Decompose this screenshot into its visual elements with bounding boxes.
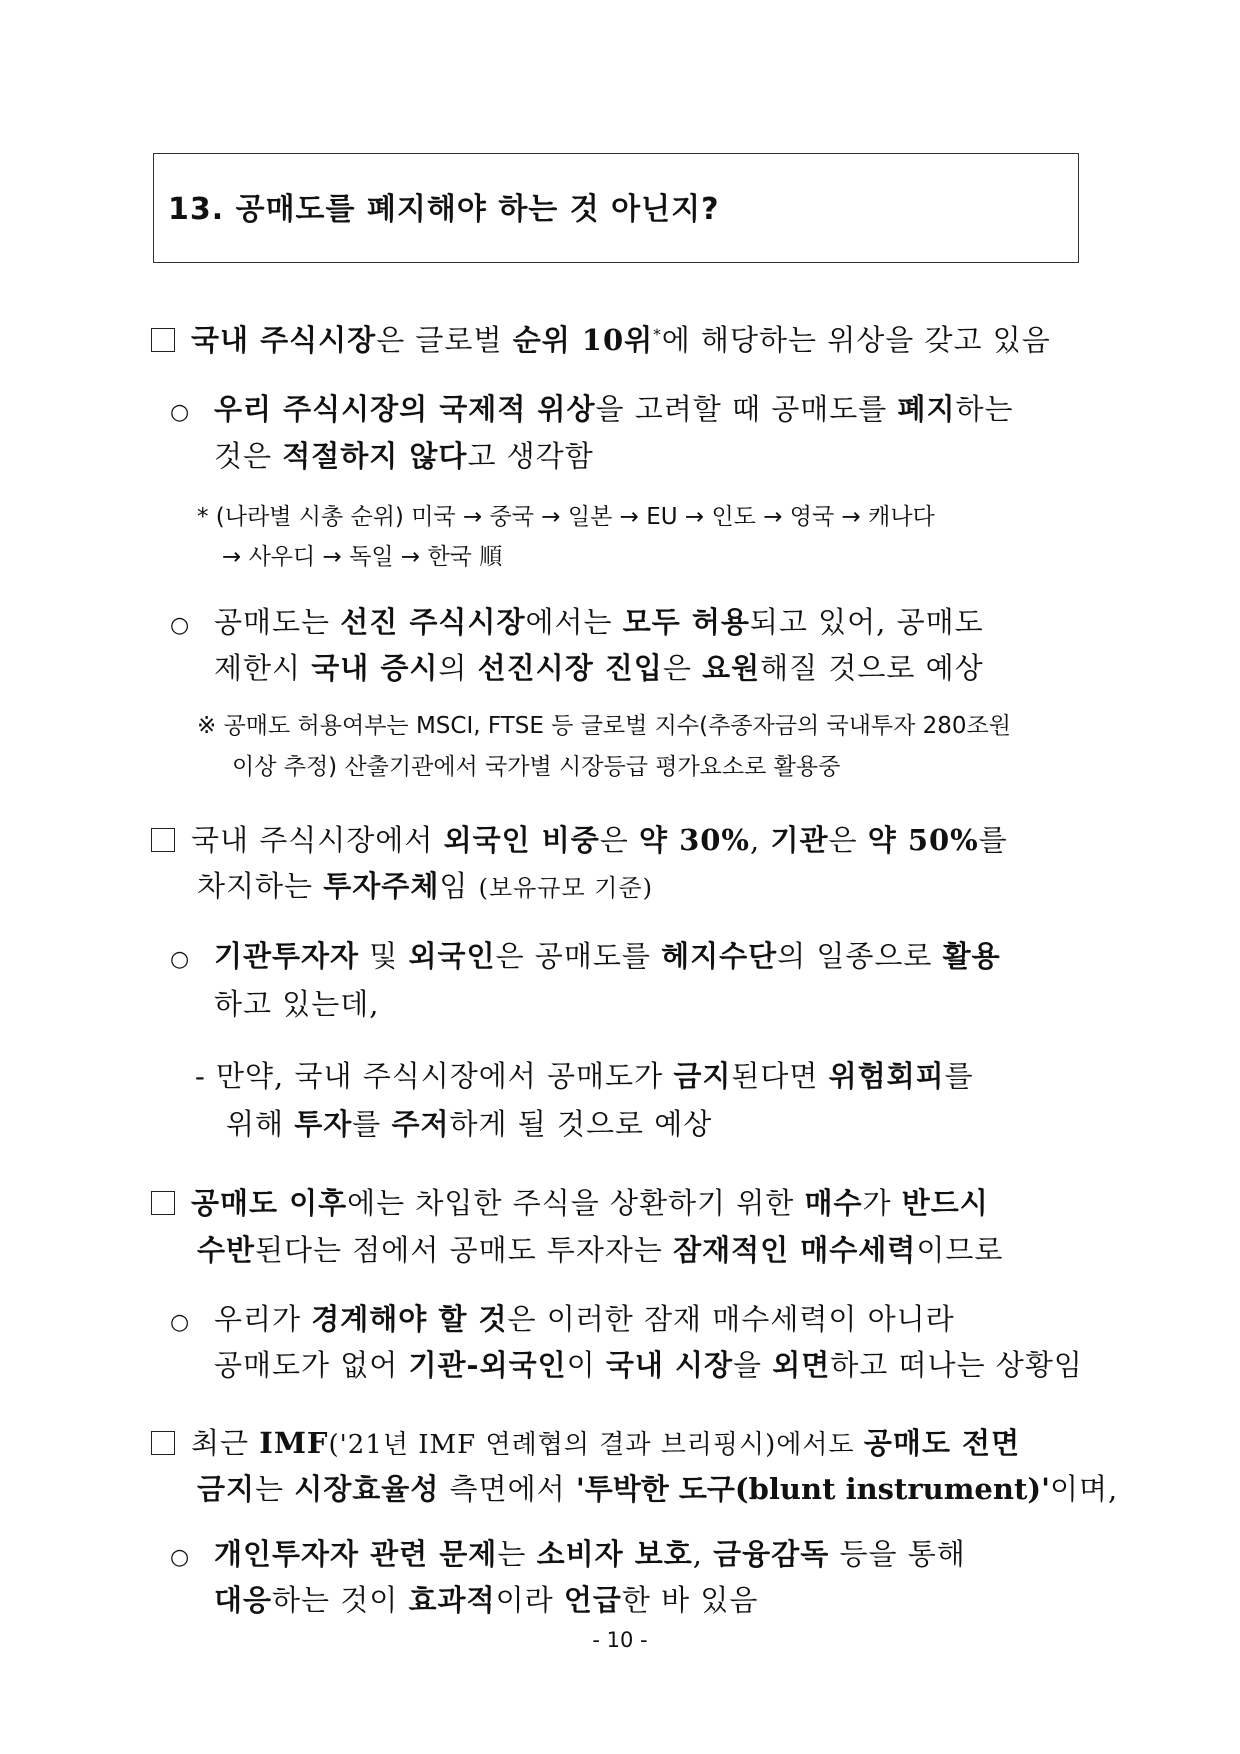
section3-sub1-line2: 공매도가 없어 기관-외국인이 국내 시장을 외면하고 떠나는 상황임 bbox=[214, 1348, 1083, 1382]
section2-bullet-line2: 차지하는 투자주체임 (보유규모 기준) bbox=[197, 869, 654, 903]
section3-sub1-line1: ○ 우리가 경계해야 할 것은 이러한 잠재 매수세력이 아니라 bbox=[170, 1302, 955, 1336]
section4-sub1-line1: ○ 개인투자자 관련 문제는 소비자 보호, 금융감독 등을 통해 bbox=[170, 1537, 966, 1571]
section1-note2-line1: ※ 공매도 허용여부는 MSCI, FTSE 등 글로벌 지수(추종자금의 국내투자 280조원 bbox=[197, 713, 1011, 739]
section2-sub1-line2: 하고 있는데, bbox=[214, 987, 380, 1021]
section2-dash-line2: 위해 투자를 주저하게 될 것으로 예상 bbox=[226, 1107, 713, 1141]
circle-bullet-icon: ○ bbox=[170, 1310, 191, 1335]
page-number: - 10 - bbox=[592, 1628, 648, 1652]
section1-sub1-line1: ○ 우리 주식시장의 국제적 위상을 고려할 때 공매도를 폐지하는 bbox=[170, 392, 1014, 426]
section4-bullet-line1: 최근 IMF('21년 IMF 연례협의 결과 브리핑시)에서도 공매도 전면 bbox=[151, 1421, 1020, 1462]
circle-bullet-icon: ○ bbox=[170, 1545, 191, 1570]
section2-sub1-line1: ○ 기관투자자 및 외국인은 공매도를 헤지수단의 일종으로 활용 bbox=[170, 939, 1001, 973]
checkbox-square-icon bbox=[151, 1191, 175, 1215]
section3-bullet-line2: 수반된다는 점에서 공매도 투자자는 잠재적인 매수세력이므로 bbox=[197, 1233, 1004, 1267]
section4-bullet-line2: 금지는 시장효율성 측면에서 '투박한 도구(blunt instrument)'이며, bbox=[197, 1472, 1119, 1506]
circle-bullet-icon: ○ bbox=[170, 613, 191, 638]
section1-sub1-line2: 것은 적절하지 않다고 생각함 bbox=[214, 439, 594, 473]
section1-sub2-line2: 제한시 국내 증시의 선진시장 진입은 요원해질 것으로 예상 bbox=[214, 651, 984, 685]
section4-sub1-line2: 대응하는 것이 효과적이라 언급한 바 있음 bbox=[214, 1583, 759, 1617]
section1-note1-line2: → 사우디 → 독일 → 한국 順 bbox=[222, 544, 503, 570]
circle-bullet-icon: ○ bbox=[170, 947, 191, 972]
page-title: 13. 공매도를 폐지해야 하는 것 아닌지? bbox=[168, 192, 720, 227]
circle-bullet-icon: ○ bbox=[170, 400, 191, 425]
section1-bullet: 국내 주식시장은 글로벌 순위 10위*에 해당하는 위상을 갖고 있음 bbox=[151, 318, 1051, 359]
section3-bullet-line1: 공매도 이후에는 차입한 주식을 상환하기 위한 매수가 반드시 bbox=[151, 1181, 989, 1222]
section2-bullet-line1: 국내 주식시장에서 외국인 비중은 약 30%, 기관은 약 50%를 bbox=[151, 818, 1008, 859]
section2-dash-line1: - 만약, 국내 주식시장에서 공매도가 금지된다면 위험회피를 bbox=[195, 1059, 974, 1093]
checkbox-square-icon bbox=[151, 328, 175, 352]
title-box bbox=[153, 153, 1079, 263]
checkbox-square-icon bbox=[151, 1431, 175, 1455]
section1-note2-line2: 이상 추정) 산출기관에서 국가별 시장등급 평가요소로 활용중 bbox=[232, 754, 841, 780]
checkbox-square-icon bbox=[151, 828, 175, 852]
section1-note1-line1: * (나라별 시총 순위) 미국 → 중국 → 일본 → EU → 인도 → 영국 → 캐나다 bbox=[197, 504, 935, 530]
section1-sub2-line1: ○ 공매도는 선진 주식시장에서는 모두 허용되고 있어, 공매도 bbox=[170, 605, 984, 639]
